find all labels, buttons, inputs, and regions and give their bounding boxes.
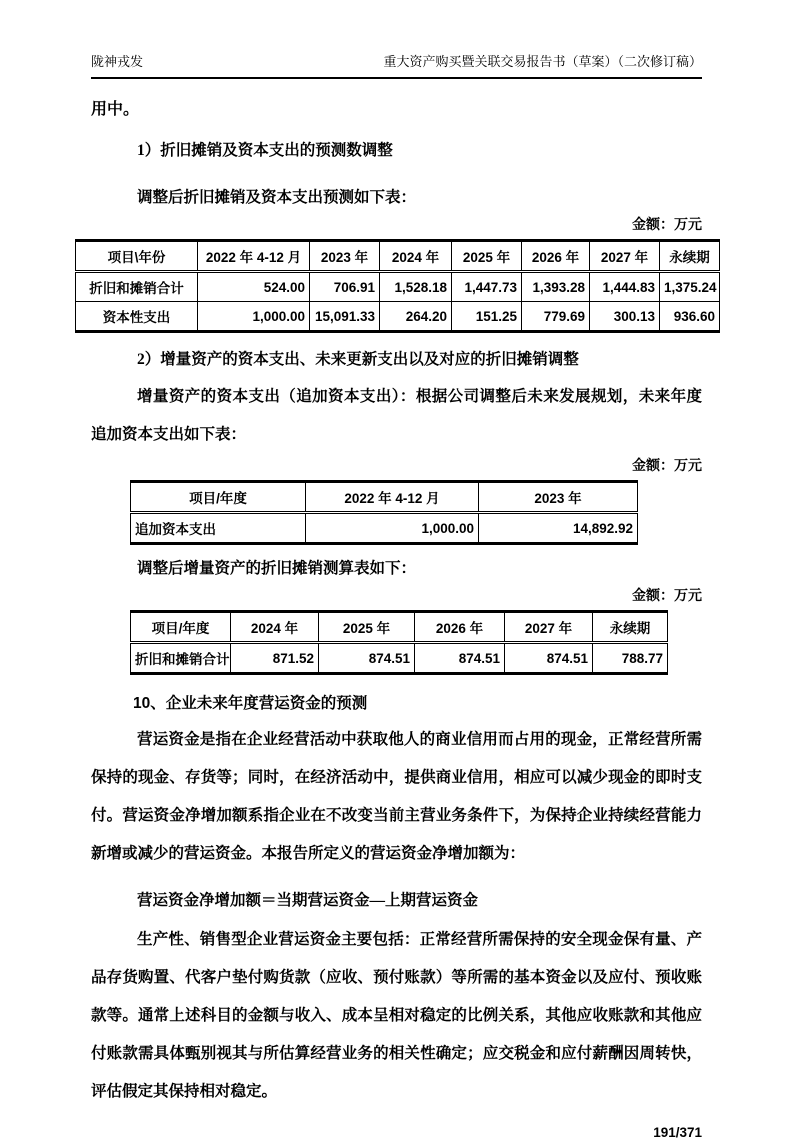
row-label: 资本性支出 — [76, 302, 198, 332]
row-label: 折旧和摊销合计 — [131, 643, 231, 674]
section2-unit-label: 金额：万元 — [632, 459, 702, 474]
header-company-name: 陇神戎发 — [91, 54, 144, 69]
col-header: 项目/年度 — [131, 612, 231, 643]
cell-value: 1,000.00 — [198, 302, 310, 332]
incremental-depreciation-table — [130, 610, 668, 675]
col-header: 2027 年 — [590, 241, 660, 272]
page-number: 191/371 — [653, 1125, 702, 1140]
cell-value: 874.51 — [415, 643, 505, 674]
col-header: 2025 年 — [319, 612, 415, 643]
cell-value: 779.69 — [522, 302, 590, 332]
col-header: 2023 年 — [310, 241, 380, 272]
cell-value: 874.51 — [505, 643, 593, 674]
section2-intro: 增量资产的资本支出（追加资本支出）：根据公司调整后未来发展规划，未来年度追加资本支出如下表： — [91, 388, 702, 443]
working-capital-formula: 营运资金净增加额＝当期营运资金—上期营运资金 — [137, 892, 479, 909]
cell-value: 788.77 — [593, 643, 668, 674]
additional-capex-table — [130, 480, 638, 545]
cell-value: 1,393.28 — [522, 272, 590, 302]
depreciation-capex-forecast-table — [75, 239, 720, 333]
col-header: 2024 年 — [380, 241, 452, 272]
table-row — [131, 643, 668, 674]
cell-value: 1,447.73 — [452, 272, 522, 302]
table-header-row — [131, 482, 638, 513]
section10-heading: 10、企业未来年度营运资金的预测 — [133, 695, 368, 712]
cell-value: 15,091.33 — [310, 302, 380, 332]
section2-heading: 2）增量资产的资本支出、未来更新支出以及对应的折旧摊销调整 — [137, 351, 579, 368]
col-header: 永续期 — [660, 241, 720, 272]
table-header-row — [131, 612, 668, 643]
section2-intro2: 调整后增量资产的折旧摊销测算表如下： — [137, 560, 417, 577]
col-header: 永续期 — [593, 612, 668, 643]
header-document-title: 重大资产购买暨关联交易报告书（草案）（二次修订稿） — [383, 54, 702, 69]
operating-capital-paragraph: 生产性、销售型企业营运资金主要包括：正常经营所需保持的安全现金保有量、产品存货购置、代客户垫付购货款（应收、预付账款）等所需的基本资金以及应付、预收账款等。通常上述科目的金额与收入、成本呈相对稳定的比例关系，其他应收账款和其他应付账款需具体甄别视其与所估算经营业务的相关性确定；应交税金和应付薪酬因周转快，评估假定其保持相对稳定。 — [91, 931, 702, 1100]
table-row — [76, 272, 720, 302]
cell-value: 14,892.92 — [479, 513, 638, 544]
col-header: 2027 年 — [505, 612, 593, 643]
row-label: 折旧和摊销合计 — [76, 272, 198, 302]
col-header: 2026 年 — [522, 241, 590, 272]
col-header: 2022 年 4-12 月 — [198, 241, 310, 272]
cell-value: 1,528.18 — [380, 272, 452, 302]
col-header: 项目\年份 — [76, 241, 198, 272]
col-header: 2026 年 — [415, 612, 505, 643]
section1-unit-label: 金额：万元 — [632, 218, 702, 233]
cell-value: 300.13 — [590, 302, 660, 332]
cell-value: 706.91 — [310, 272, 380, 302]
cell-value: 151.25 — [452, 302, 522, 332]
cell-value: 874.51 — [319, 643, 415, 674]
section2-unit-label2: 金额：万元 — [632, 589, 702, 604]
col-header: 2024 年 — [231, 612, 319, 643]
cell-value: 524.00 — [198, 272, 310, 302]
section1-heading: 1）折旧摊销及资本支出的预测数调整 — [137, 142, 393, 159]
cell-value: 1,375.24 — [660, 272, 720, 302]
running-header — [91, 54, 702, 79]
col-header: 项目/年度 — [131, 482, 306, 513]
row-label: 追加资本支出 — [131, 513, 306, 544]
table-row — [76, 302, 720, 332]
col-header: 2025 年 — [452, 241, 522, 272]
cell-value: 1,444.83 — [590, 272, 660, 302]
col-header: 2023 年 — [479, 482, 638, 513]
cell-value: 1,000.00 — [306, 513, 479, 544]
cell-value: 264.20 — [380, 302, 452, 332]
table-header-row — [76, 241, 720, 272]
col-header: 2022 年 4-12 月 — [306, 482, 479, 513]
cell-value: 871.52 — [231, 643, 319, 674]
cell-value: 936.60 — [660, 302, 720, 332]
continuation-text: 用中。 — [91, 101, 140, 118]
working-capital-paragraph: 营运资金是指在企业经营活动中获取他人的商业信用而占用的现金，正常经营所需保持的现金、存货等；同时，在经济活动中，提供商业信用，相应可以减少现金的即时支付。营运资金净增加额系指企业在不改变当前主营业务条件下，为保持企业持续经营能力新增或减少的营运资金。本报告所定义的营运资金净增加额为： — [91, 731, 702, 862]
table-row — [131, 513, 638, 544]
section1-intro: 调整后折旧摊销及资本支出预测如下表： — [137, 189, 417, 206]
